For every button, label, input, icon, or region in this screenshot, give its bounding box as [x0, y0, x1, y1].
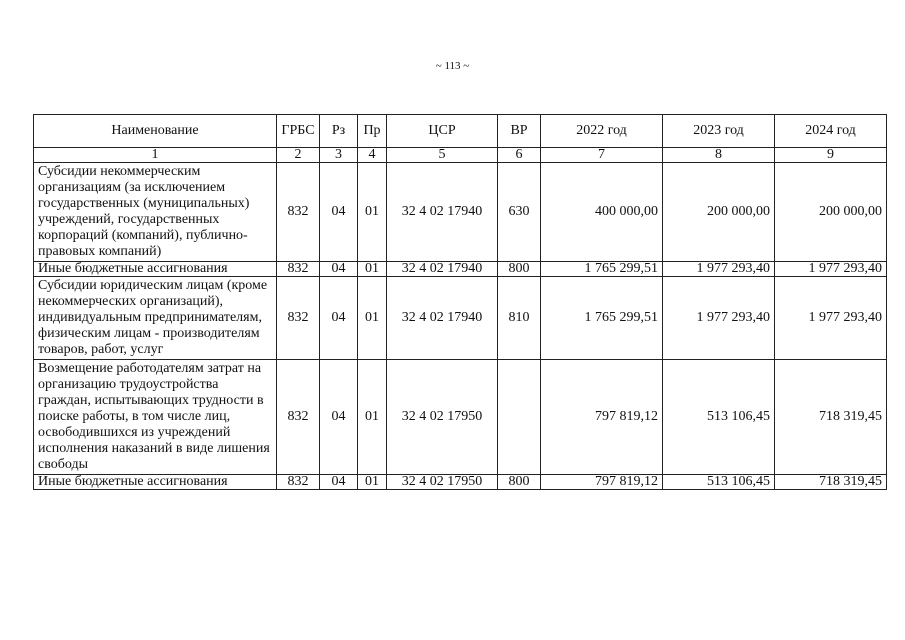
amount-2022-cell: 1 765 299,51: [541, 262, 663, 277]
table-row: [34, 360, 887, 475]
vr-cell: 800: [498, 475, 541, 490]
amount-2022-cell: 797 819,12: [541, 360, 663, 475]
amount-2024-cell: 718 319,45: [775, 475, 887, 490]
vr-cell: 800: [498, 262, 541, 277]
row-name-cell: Субсидии некоммерческим организациям (за исключением государственных (муниципальных) учреждений, государственных корпораций (компаний), публично-правовых компаний): [34, 163, 277, 262]
header-year-2024: 2024 год: [775, 115, 887, 148]
table-header-row: [34, 115, 887, 148]
pr-cell: 01: [358, 475, 387, 490]
grbs-cell: 832: [277, 360, 320, 475]
rz-cell: 04: [320, 163, 358, 262]
amount-2023-cell: 513 106,45: [663, 360, 775, 475]
grbs-cell: 832: [277, 277, 320, 360]
amount-2024-cell: 718 319,45: [775, 360, 887, 475]
csr-cell: 32 4 02 17940: [387, 262, 498, 277]
grbs-cell: 832: [277, 163, 320, 262]
vr-cell: [498, 360, 541, 475]
grbs-cell: 832: [277, 262, 320, 277]
header-pr: Пр: [358, 115, 387, 148]
rz-cell: 04: [320, 262, 358, 277]
column-number-row: [34, 148, 887, 163]
amount-2022-cell: 797 819,12: [541, 475, 663, 490]
amount-2023-cell: 513 106,45: [663, 475, 775, 490]
budget-table: [33, 114, 887, 490]
csr-cell: 32 4 02 17950: [387, 475, 498, 490]
column-number: 2: [277, 148, 320, 163]
header-year-2022: 2022 год: [541, 115, 663, 148]
header-vr: ВР: [498, 115, 541, 148]
table-row: [34, 262, 887, 277]
column-number: 7: [541, 148, 663, 163]
column-number: 4: [358, 148, 387, 163]
header-year-2023: 2023 год: [663, 115, 775, 148]
vr-cell: 810: [498, 277, 541, 360]
column-number: 3: [320, 148, 358, 163]
pr-cell: 01: [358, 262, 387, 277]
csr-cell: 32 4 02 17940: [387, 277, 498, 360]
amount-2024-cell: 1 977 293,40: [775, 277, 887, 360]
amount-2023-cell: 1 977 293,40: [663, 262, 775, 277]
column-number: 8: [663, 148, 775, 163]
amount-2022-cell: 1 765 299,51: [541, 277, 663, 360]
header-rz: Рз: [320, 115, 358, 148]
column-number: 1: [34, 148, 277, 163]
page-number: ~ 113 ~: [435, 60, 470, 72]
amount-2022-cell: 400 000,00: [541, 163, 663, 262]
column-number: 6: [498, 148, 541, 163]
csr-cell: 32 4 02 17950: [387, 360, 498, 475]
amount-2023-cell: 1 977 293,40: [663, 277, 775, 360]
column-number: 9: [775, 148, 887, 163]
pr-cell: 01: [358, 360, 387, 475]
rz-cell: 04: [320, 277, 358, 360]
rz-cell: 04: [320, 360, 358, 475]
amount-2024-cell: 200 000,00: [775, 163, 887, 262]
row-name-cell: Возмещение работодателям затрат на организацию трудоустройства граждан, испытывающих трудности в поиске работы, в том числе лиц, освободившихся из учреждений исполнения наказаний в виде лишения свободы: [34, 360, 277, 475]
grbs-cell: 832: [277, 475, 320, 490]
column-number: 5: [387, 148, 498, 163]
header-name: Наименование: [34, 115, 277, 148]
rz-cell: 04: [320, 475, 358, 490]
vr-cell: 630: [498, 163, 541, 262]
row-name-cell: Субсидии юридическим лицам (кроме некоммерческих организаций), индивидуальным предпринимателям, физическим лицам - производителям товаров, работ, услуг: [34, 277, 277, 360]
row-name-cell: Иные бюджетные ассигнования: [34, 475, 277, 490]
table-row: [34, 277, 887, 360]
amount-2023-cell: 200 000,00: [663, 163, 775, 262]
csr-cell: 32 4 02 17940: [387, 163, 498, 262]
pr-cell: 01: [358, 163, 387, 262]
row-name-cell: Иные бюджетные ассигнования: [34, 262, 277, 277]
table-row: [34, 475, 887, 490]
pr-cell: 01: [358, 277, 387, 360]
table-row: [34, 163, 887, 262]
amount-2024-cell: 1 977 293,40: [775, 262, 887, 277]
header-grbs: ГРБС: [277, 115, 320, 148]
header-csr: ЦСР: [387, 115, 498, 148]
